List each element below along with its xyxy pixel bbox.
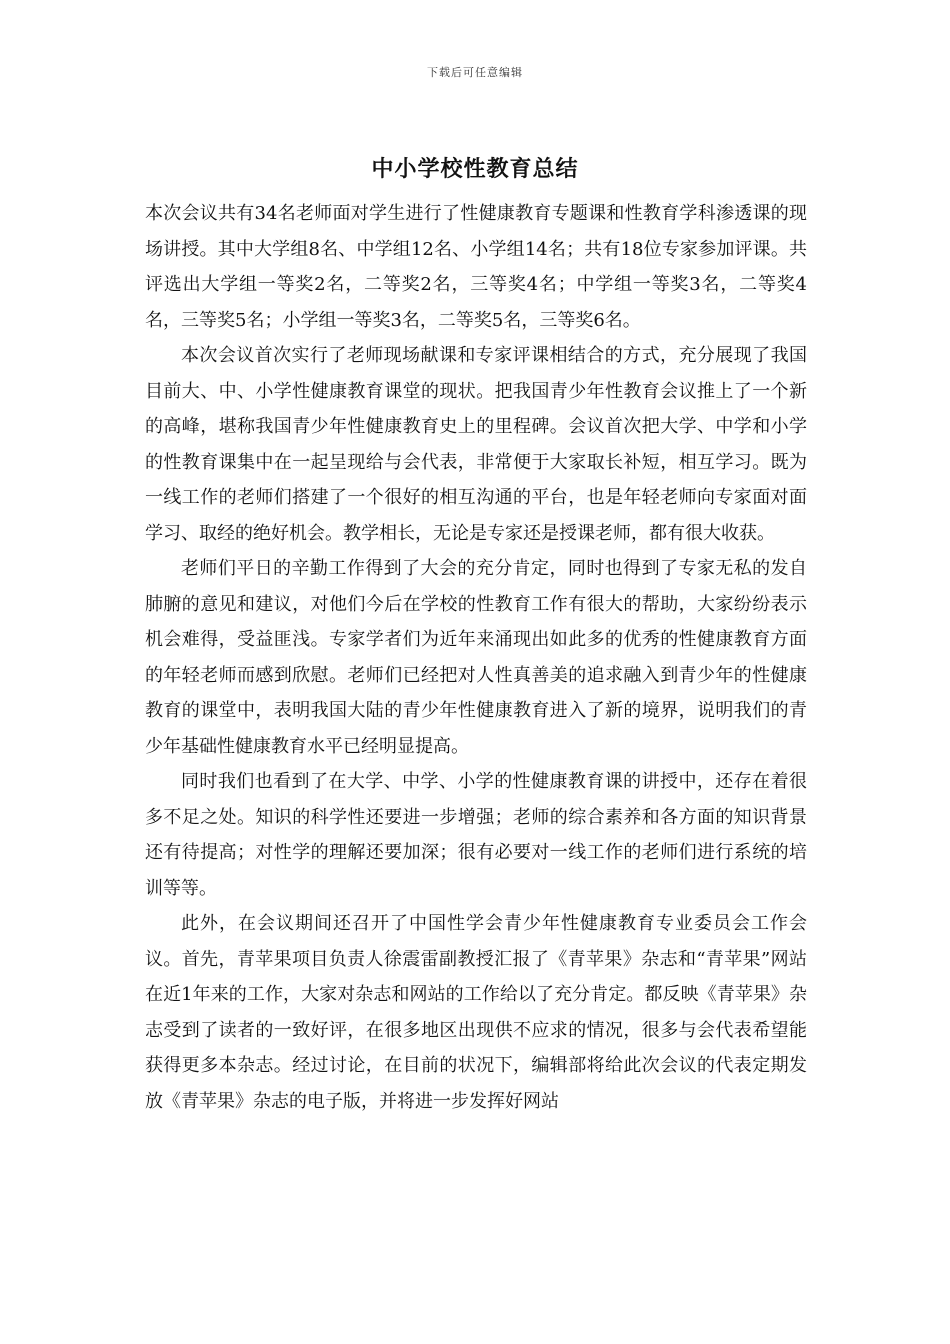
paragraph-2: 本次会议首次实行了老师现场献课和专家评课相结合的方式，充分展现了我国目前大、中、小学性健康教育课堂的现状。把我国青少年性教育会议推上了一个新的高峰，堪称我国青少年性健康教育史上的里程碑。会议首次把大学、中学和小学的性教育课集中在一起呈现给与会代表，非常便于大家取长补短，相互学习。既为一线工作的老师们搭建了一个很好的相互沟通的平台，也是年轻老师向专家面对面学习、取经的绝好机会。教学相长，无论是专家还是授课老师，都有很大收获。 — [145, 345, 807, 544]
paragraph-3: 老师们平日的辛勤工作得到了大会的充分肯定，同时也得到了专家无私的发自肺腑的意见和建议，对他们今后在学校的性教育工作有很大的帮助，大家纷纷表示机会难得，受益匪浅。专家学者们为近年来涌现出如此多的优秀的性健康教育方面的年轻老师而感到欣慰。老师们已经把对人性真善美的追求融入到青少年的性健康教育的课堂中，表明我国大陆的青少年性健康教育进入了新的境界，说明我们的青少年基础性健康教育水平已经明显提高。 — [145, 558, 807, 757]
document-title: 中小学校性教育总结 — [371, 156, 579, 182]
paragraph-4: 同时我们也看到了在大学、中学、小学的性健康教育课的讲授中，还存在着很多不足之处。知识的科学性还要进一步增强；老师的综合素养和各方面的知识背景还有待提高；对性学的理解还要加深；很有必要对一线工作的老师们进行系统的培训等等。 — [145, 771, 807, 899]
paragraph-1: 本次会议共有34名老师面对学生进行了性健康教育专题课和性教育学科渗透课的现场讲授。其中大学组8名、中学组12名、小学组14名；共有18位专家参加评课。共评选出大学组一等奖2名，二等奖2名，三等奖4名；中学组一等奖3名，二等奖4名，三等奖5名；小学组一等奖3名，二等奖5名，三等奖6名。 — [145, 203, 807, 331]
document-body — [145, 196, 807, 1119]
header-note: 下载后可任意编辑 — [427, 66, 523, 79]
paragraph-5: 此外，在会议期间还召开了中国性学会青少年性健康教育专业委员会工作会议。首先，青苹果项目负责人徐震雷副教授汇报了《青苹果》杂志和“青苹果”网站在近1年来的工作，大家对杂志和网站的工作给以了充分肯定。都反映《青苹果》杂志受到了读者的一致好评，在很多地区出现供不应求的情况，很多与会代表希望能获得更多本杂志。经过讨论，在目前的状况下，编辑部将给此次会议的代表定期发放《青苹果》杂志的电子版，并将进一步发挥好网站 — [145, 913, 807, 1112]
